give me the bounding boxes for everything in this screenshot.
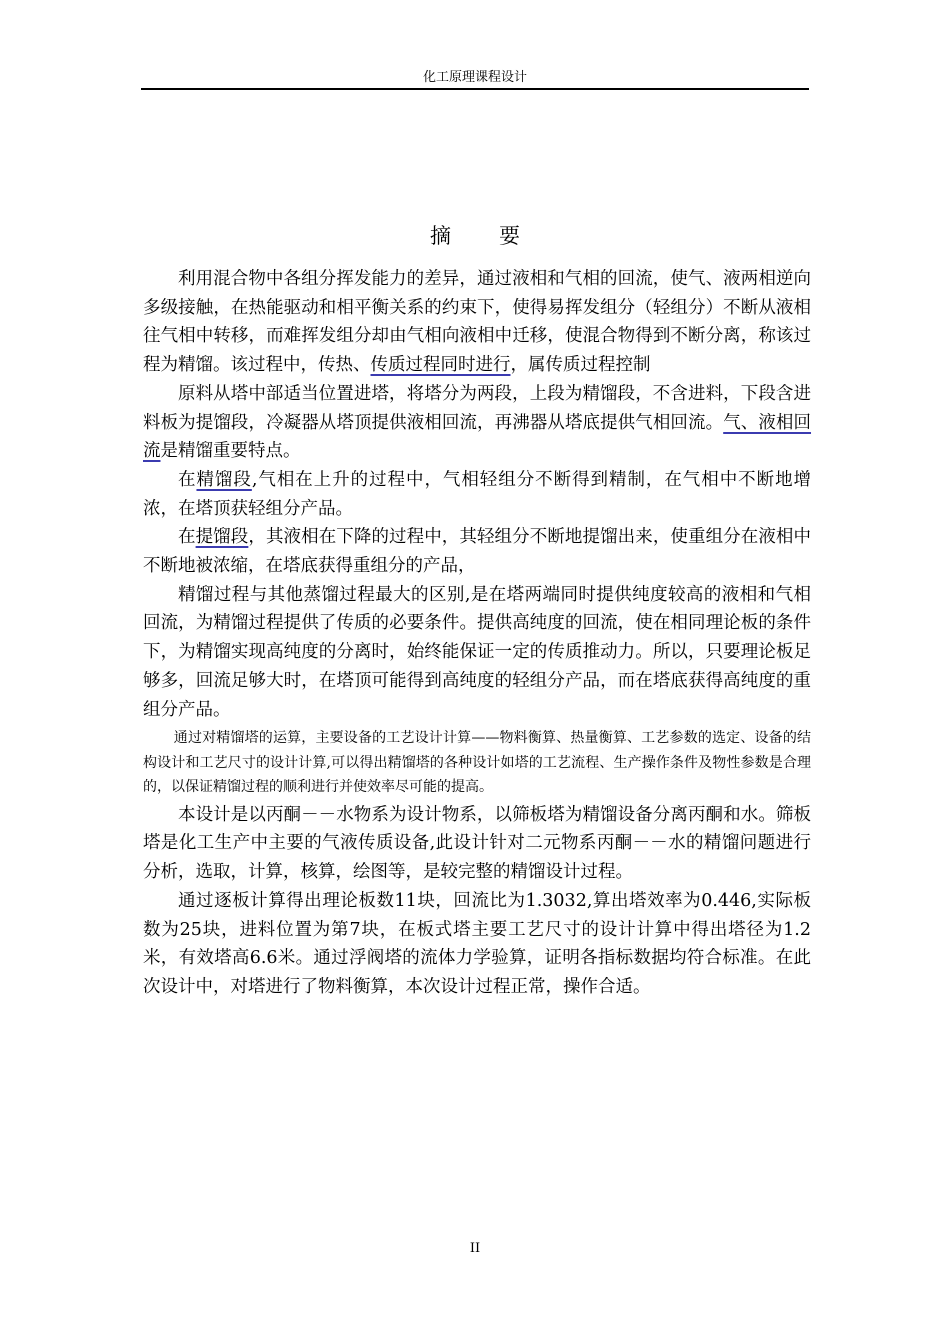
paragraph-text: ,气相在上升的过程中，气相轻组分不断得到精制，在气相中不断地增浓，在塔顶获轻组分产品。 xyxy=(143,469,812,519)
abstract-paragraph xyxy=(143,887,811,1002)
paragraph-text: ，其液相在下降的过程中，其轻组分不断地提馏出来，使重组分在液相中不断地被浓缩，在塔底获得重组分的产品， xyxy=(143,527,812,577)
abstract-paragraph xyxy=(143,523,811,580)
paragraph-text: ，属传质过程控制 xyxy=(510,355,651,376)
abstract-paragraph xyxy=(143,265,811,380)
abstract-paragraph xyxy=(143,466,811,523)
paragraph-text: 通过逐板计算得出理论板数11块，回流比为1.3032,算出塔效率为0.446,实际板数为25块，进料位置为第7块，在板式塔主要工艺尺寸的设计计算中得出塔径为1.2米，有效塔高6.6米。通过浮阀塔的流体力学验算，证明各指标数据均符合标准。在此次设计中，对塔进行了物料衡算，本次设计过程正常，操作合适。 xyxy=(143,890,811,997)
abstract-paragraph xyxy=(143,726,811,800)
page-number: II xyxy=(469,1241,481,1256)
paragraph-text: 原料从塔中部适当位置进塔，将塔分为两段，上段为精馏段，不含进料，下段含进料板为提馏段，冷凝器从塔顶提供液相回流，再沸器从塔底提供气相回流。 xyxy=(143,383,811,433)
running-header: 化工原理课程设计 xyxy=(422,70,527,85)
underlined-term: 提馏段 xyxy=(195,527,249,548)
paragraph-text: 通过对精馏塔的运算，主要设备的工艺设计计算——物料衡算、热量衡算、工艺参数的选定、设备的结构设计和工艺尺寸的设计计算,可以得出精馏塔的各种设计如塔的工艺流程、生产操作条件及物性参数是合理的，以保证精馏过程的顺利进行并使效率尽可能的提高。 xyxy=(143,730,811,796)
abstract-title: 摘要 xyxy=(430,224,568,248)
paragraph-text: 精馏过程与其他蒸馏过程最大的区别,是在塔两端同时提供纯度较高的液相和气相回流，为精馏过程提供了传质的必要条件。提供高纯度的回流，使在相同理论板的条件下，为精馏实现高纯度的分离时，始终能保证一定的传质推动力。所以，只要理论板足够多，回流足够大时，在塔顶可能得到高纯度的轻组分产品，而在塔底获得高纯度的重组分产品。 xyxy=(143,584,811,720)
paragraph-text: 在 xyxy=(178,527,196,548)
paragraph-text: 在 xyxy=(178,469,197,490)
underlined-term: 传质过程同时进行 xyxy=(370,355,511,376)
paragraph-text: 利用混合物中各组分挥发能力的差异，通过液相和气相的回流，使气、液两相逆向多级接触，在热能驱动和相平衡关系的约束下，使得易挥发组分（轻组分）不断从液相往气相中转移，而难挥发组分却由气相向液相中迁移，使混合物得到不断分离，称该过程为精馏。该过程中，传热、 xyxy=(143,269,811,376)
abstract-paragraph xyxy=(143,581,811,725)
underlined-term: 精馏段 xyxy=(196,469,252,490)
abstract-paragraph xyxy=(143,380,811,466)
abstract-body xyxy=(143,265,811,1002)
abstract-paragraph xyxy=(143,801,811,887)
underlined-term: 气、液相回流 xyxy=(143,412,812,462)
paragraph-text: 是精馏重要特点。 xyxy=(160,441,301,462)
header-rule xyxy=(141,88,809,90)
paragraph-text: 本设计是以丙酮－－水物系为设计物系，以筛板塔为精馏设备分离丙酮和水。筛板塔是化工生产中主要的气液传质设备,此设计针对二元物系丙酮－－水的精馏问题进行分析，选取，计算，核算，绘图等，是较完整的精馏设计过程。 xyxy=(143,804,811,883)
